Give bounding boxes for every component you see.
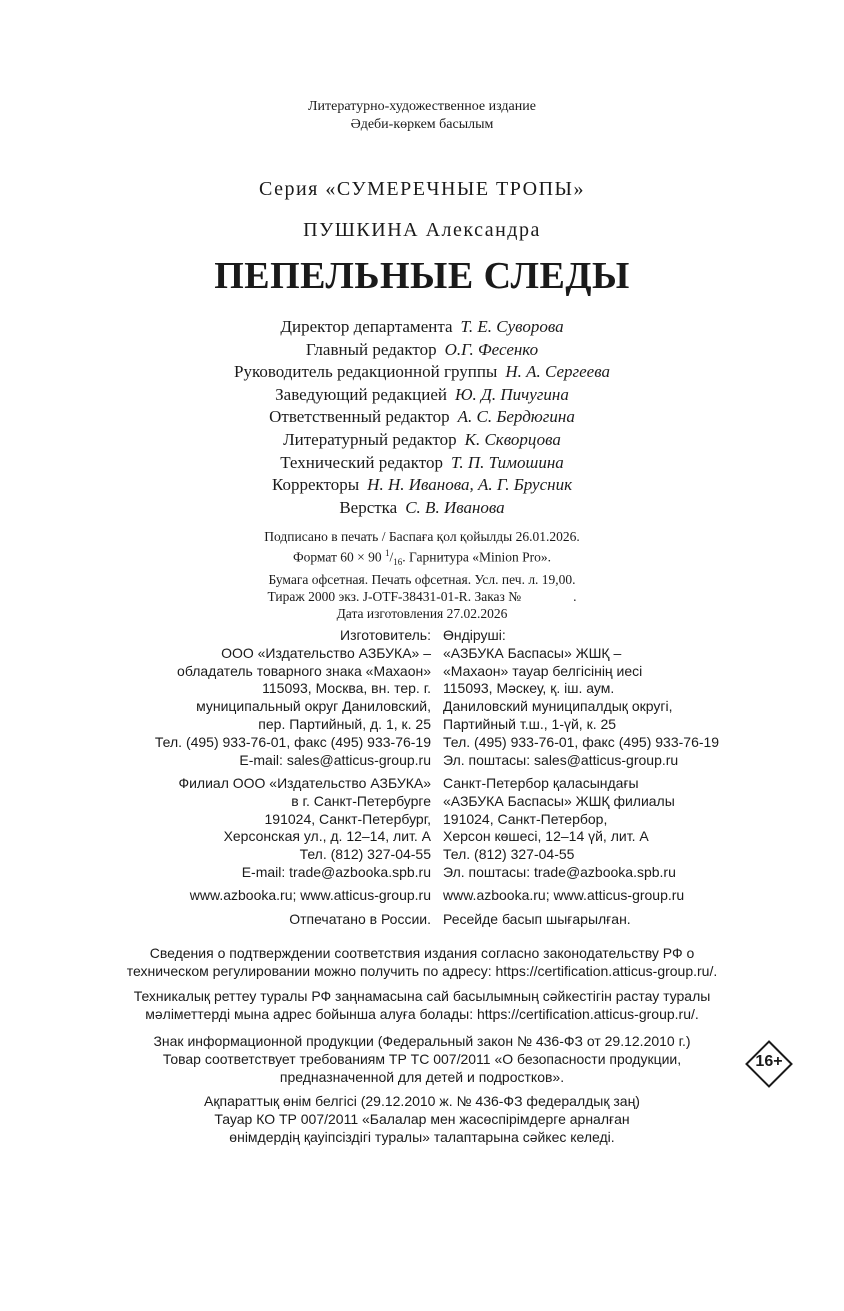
branch-ru-line: Филиал ООО «Издательство АЗБУКА»	[178, 775, 431, 791]
manufacturer-block	[0, 627, 844, 767]
credit-person: О.Г. Фесенко	[444, 339, 539, 359]
paper-line: Бумага офсетная. Печать офсетная. Усл. печ. л. 19,00.	[268, 572, 576, 588]
branch-kz-line: «АЗБУКА Баспасы» ЖШҚ филиалы	[443, 792, 675, 809]
info-mark-ru-line: Знак информационной продукции (Федеральный закон № 436-ФЗ от 29.12.2010 г.)	[153, 1033, 691, 1049]
edition-type-kz: Әдеби-көркем басылым	[350, 117, 494, 132]
branch-kz	[443, 775, 676, 882]
info-mark-kz-line: өнімдердің қауіпсіздігі туралы» талаптарына сәйкес келеді.	[229, 1128, 615, 1145]
manufacturer-kz-line: Тел. (495) 933-76-01, факс (495) 933-76-19	[443, 733, 720, 750]
run-prefix: Тираж 2000 экз. J-OTF-38431-01-R. Заказ №	[267, 589, 522, 605]
manufacturer-ru-line: муниципальный округ Даниловский,	[196, 698, 431, 715]
credit-role: Литературный редактор	[283, 429, 457, 449]
branch-kz-line: Санкт-Петербор қаласындағы	[443, 775, 639, 791]
branch-ru-line: 191024, Санкт-Петербург,	[264, 810, 431, 827]
credit-role: Руководитель редакционной группы	[233, 362, 498, 382]
manufacturer-kz-line: Партийный т.ш., 1-үй, к. 25	[443, 715, 617, 732]
made-date: Дата изготовления 27.02.2026	[336, 606, 508, 622]
info-mark-kz-line: Ақпараттық өнім белгісі (29.12.2010 ж. № 436-ФЗ федералдық заң)	[204, 1093, 640, 1109]
info-mark-ru-line: предназначенной для детей и подростков».	[279, 1068, 565, 1085]
certification-ru-line: Сведения о подтверждении соответствия издания согласно законодательству РФ о	[149, 945, 695, 961]
credit-role: Ответственный редактор	[269, 407, 450, 427]
credit-line	[0, 316, 844, 339]
credit-person: Н. Н. Иванова, А. Г. Брусник	[367, 475, 573, 495]
credit-line	[0, 452, 844, 475]
credit-role: Главный редактор	[305, 339, 437, 359]
certification-kz-line: мәліметтерді мына адрес бойынша алуға болады: https://certification.atticus-group.ru/.	[145, 1005, 699, 1022]
manufacturer-kz-line: Өндіруші:	[443, 627, 506, 643]
format-prefix: Формат 60 × 90	[292, 549, 382, 565]
format-frac-num: 1	[385, 548, 390, 558]
credit-line	[0, 339, 844, 362]
manufacturer-kz-email: Эл. поштасы: sales@atticus-group.ru	[443, 751, 679, 768]
credits-list	[0, 316, 844, 519]
age-rating-label: 16+	[755, 1053, 783, 1070]
credit-role: Технический редактор	[280, 452, 443, 472]
manufacturer-ru-line: пер. Партийный, д. 1, к. 25	[258, 715, 431, 732]
manufacturer-ru-line: ООО «Издательство АЗБУКА» –	[221, 644, 431, 661]
credit-person: Т. П. Тимошина	[450, 452, 564, 472]
format-suffix: . Гарнитура «Minion Pro».	[402, 549, 552, 565]
series-title: Серия «СУМЕРЕЧНЫЕ ТРОПЫ»	[259, 178, 585, 200]
credit-role: Директор департамента	[280, 317, 453, 336]
credit-person: С. В. Иванова	[405, 497, 505, 517]
branch-ru	[178, 775, 431, 882]
credit-line	[0, 384, 844, 407]
branch-kz-line: 191024, Санкт-Петербор,	[443, 810, 608, 827]
manufacturer-kz	[443, 627, 719, 769]
credit-person: А. С. Бердюгина	[457, 407, 575, 427]
signed-date: Подписано в печать / Баспаға қол қойылды 26.01.2026.	[264, 529, 580, 544]
manufacturer-ru-email: E-mail: sales@atticus-group.ru	[239, 751, 431, 768]
branch-kz-line: Херсон көшесі, 12–14 үй, лит. А	[443, 828, 649, 845]
manufacturer-kz-line: 115093, Мәскеу, қ. іш. аум.	[443, 680, 615, 697]
edition-type-ru: Литературно-художественное издание	[308, 99, 536, 114]
info-mark-kz	[0, 1093, 844, 1146]
author-name: ПУШКИНА Александра	[303, 219, 541, 241]
manufacturer-kz-line: «Махаон» тауар белгісінің иесі	[443, 662, 643, 679]
credit-role: Верстка	[339, 497, 398, 517]
edition-type	[0, 98, 844, 134]
certification-kz-line: Техникалық реттеу туралы РФ заңнамасына сай басылымның сәйкестігін растау туралы	[133, 988, 711, 1004]
certification-kz	[0, 988, 844, 1024]
run-line	[0, 588, 844, 605]
info-mark-ru-line: Товар соответствует требованиям ТР ТС 007/2011 «О безопасности продукции,	[162, 1050, 682, 1067]
credit-role: Корректоры	[271, 475, 360, 495]
credit-line	[0, 497, 844, 520]
branch-block	[0, 775, 844, 885]
format-line: Формат 60 × 90 $^1/_{16}$. Гарнитура «Minion Pro».	[292, 548, 552, 568]
format-frac-den: 16	[393, 557, 403, 568]
credit-person: К. Скворцова	[464, 429, 561, 449]
printed-in-ru: Отпечатано в России.	[289, 911, 431, 927]
manufacturer-ru-line: 115093, Москва, вн. тер. г.	[262, 680, 431, 697]
run-suffix: .	[573, 589, 577, 605]
branch-kz-email: Эл. поштасы: trade@azbooka.spb.ru	[443, 863, 676, 880]
credit-person: Ю. Д. Пичугина	[454, 384, 569, 404]
printed-in-kz: Ресейде басып шығарылған.	[443, 911, 631, 927]
credit-line	[0, 406, 844, 429]
manufacturer-ru	[155, 627, 431, 769]
credit-person: Т. Е. Суворова	[460, 317, 564, 336]
credit-line	[0, 361, 844, 384]
manufacturer-kz-line: Даниловский муниципалдық округі,	[443, 698, 673, 715]
credit-role: Заведующий редакцией	[275, 384, 447, 404]
info-mark-ru	[0, 1033, 844, 1086]
branch-ru-line: в г. Санкт-Петербурге	[291, 792, 431, 809]
website-block	[0, 887, 844, 907]
manufacturer-ru-line: Тел. (495) 933-76-01, факс (495) 933-76-19	[154, 733, 431, 750]
book-title: ПЕПЕЛЬНЫЕ СЛЕДЫ	[214, 255, 630, 297]
manufacturer-kz-line: «АЗБУКА Баспасы» ЖШҚ –	[443, 644, 622, 661]
branch-ru-email: E-mail: trade@azbooka.spb.ru	[241, 863, 431, 880]
credit-line	[0, 474, 844, 497]
credit-person: Н. А. Сергеева	[505, 362, 610, 382]
age-rating-badge	[745, 1040, 793, 1088]
info-mark-kz-line: Тауар КО ТР 007/2011 «Балалар мен жасөспірімдерге арналған	[214, 1110, 630, 1127]
branch-ru-line: Херсонская ул., д. 12–14, лит. А	[223, 828, 431, 845]
branch-ru-line: Тел. (812) 327-04-55	[299, 846, 431, 863]
branch-kz-line: Тел. (812) 327-04-55	[443, 846, 575, 863]
manufacturer-ru-line: Изготовитель:	[340, 627, 431, 643]
printed-in-block	[0, 911, 844, 931]
credit-line	[0, 429, 844, 452]
website-kz: www.azbooka.ru; www.atticus-group.ru	[443, 887, 685, 903]
certification-ru-line: техническом регулировании можно получить по адресу: https://certification.atticus-group.ru/.	[126, 962, 718, 979]
manufacturer-ru-line: обладатель товарного знака «Махаон»	[177, 662, 431, 679]
website-ru: www.azbooka.ru; www.atticus-group.ru	[189, 887, 431, 903]
certification-ru	[0, 945, 844, 981]
print-info	[0, 528, 844, 622]
